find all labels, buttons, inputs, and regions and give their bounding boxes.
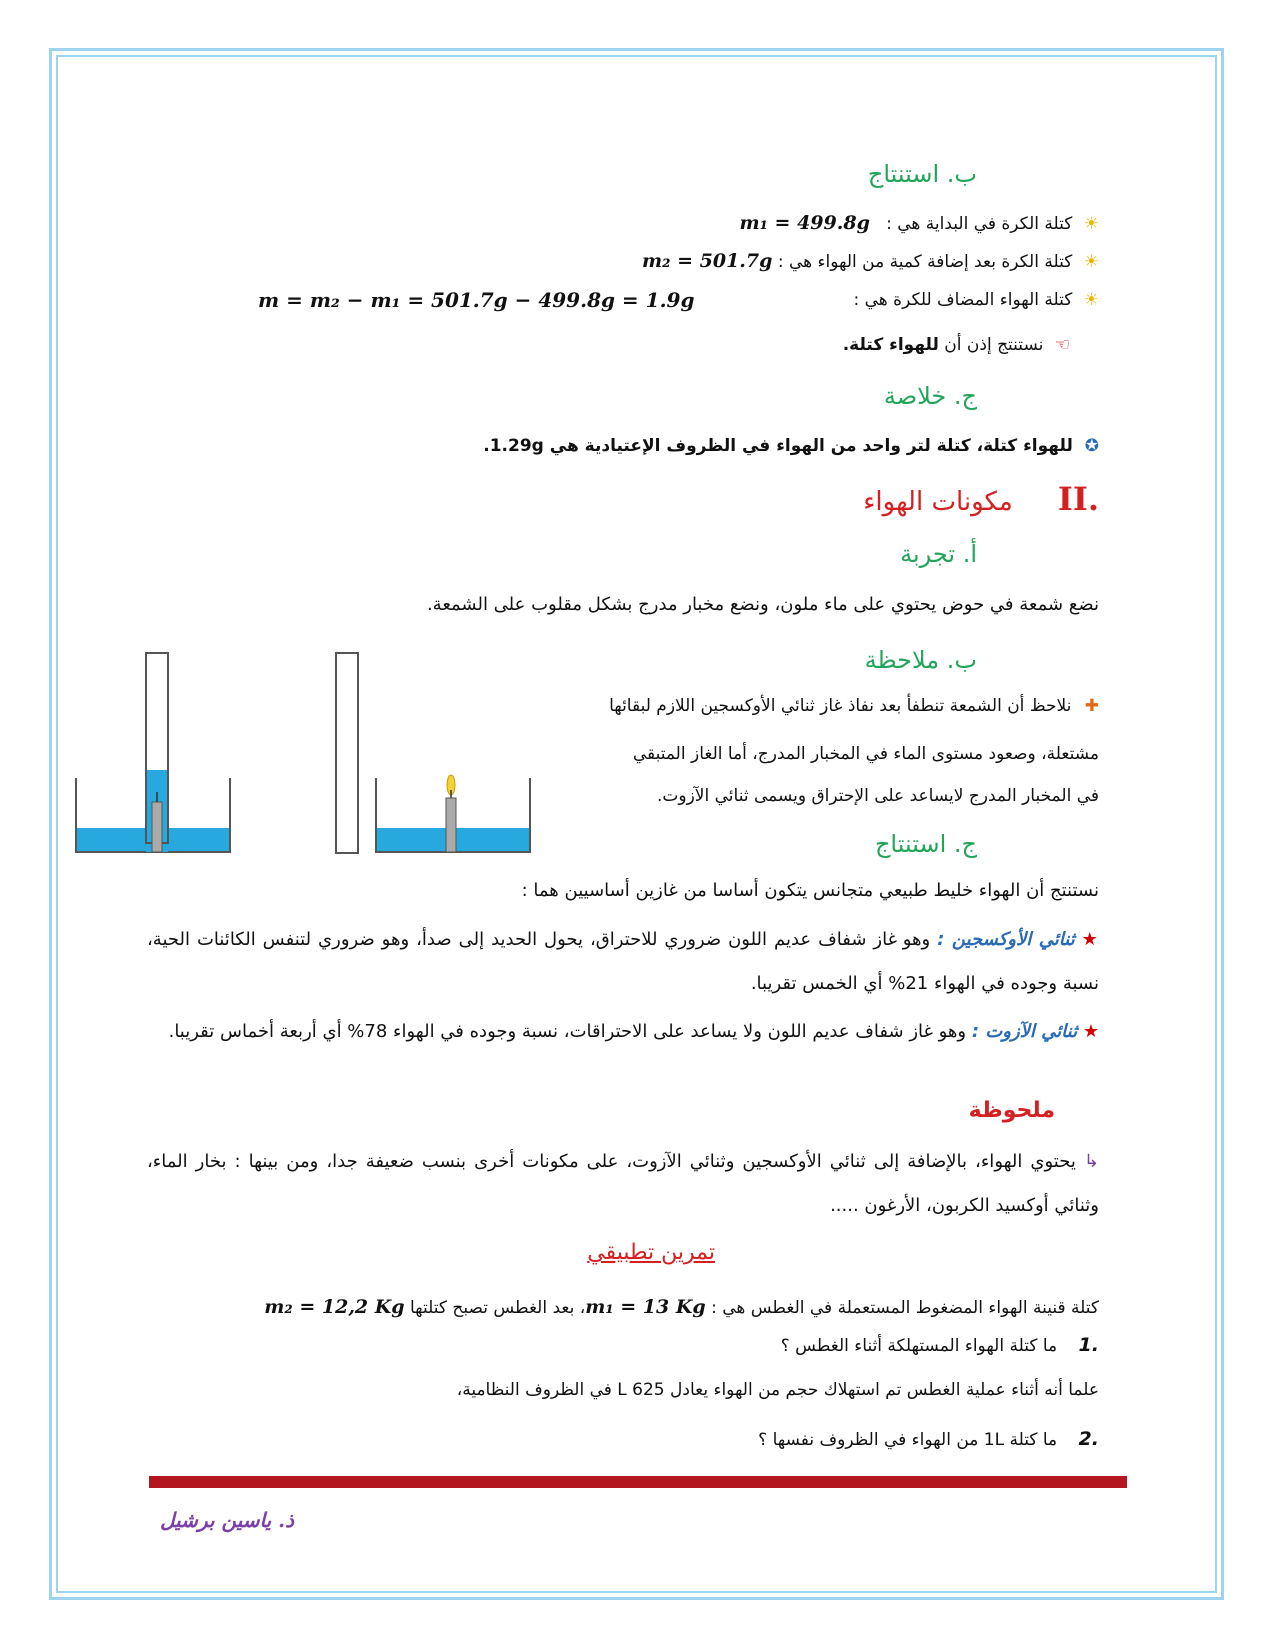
question-2-number: 2. <box>1078 1428 1099 1450</box>
part-number: II. <box>1057 480 1099 518</box>
star-icon: ★ <box>1082 1021 1099 1042</box>
experiment-figure <box>60 640 560 860</box>
mass-start-line <box>740 212 1099 234</box>
plus-icon: ✚ <box>1084 696 1099 716</box>
deduction-prefix: نستنتج إذن أن <box>944 335 1044 355</box>
observation-text-3: في المخبار المدرج لايساعد على الإحتراق ويسمى ثنائي الآزوت. <box>656 786 1099 806</box>
part-title: مكونات الهواء <box>863 487 1013 517</box>
note-paragraph <box>147 1140 1099 1228</box>
conclusion-c-text: نستنتج أن الهواء خليط طبيعي متجانس يتكون أساسا من غازين أساسيين هما : <box>521 880 1099 901</box>
footer-separator <box>149 1476 1127 1488</box>
setup-after <box>76 653 230 852</box>
section-title-conclusion-b: ب. استنتاج <box>867 160 977 188</box>
sun-icon: ☀ <box>1083 252 1099 272</box>
mass-start-label: كتلة الكرة في البداية هي : <box>886 214 1073 234</box>
oxygen-label: ثنائي الأوكسجين : <box>937 929 1075 950</box>
setup-before <box>336 653 530 853</box>
experiment-text: نضع شمعة في حوض يحتوي على ماء ملون، ونضع مخبار مدرج بشكل مقلوب على الشمعة. <box>426 594 1099 615</box>
deduction-bold: للهواء كتلة. <box>842 335 939 355</box>
note-title: ملحوظة <box>968 1098 1055 1123</box>
section-title-experiment: أ. تجربة <box>900 540 977 568</box>
question-1-text: ما كتلة الهواء المستهلكة أثناء الغطس ؟ <box>780 1336 1058 1356</box>
mass-air-label: كتلة الهواء المضاف للكرة هي : <box>853 290 1073 310</box>
badge-icon: ✪ <box>1084 436 1099 456</box>
observation-text-2: مشتعلة، وصعود مستوى الماء في المخبار المدرج، أما الغاز المتبقي <box>632 744 1099 764</box>
mass-after-value: m₂ = 501.7g <box>642 250 773 272</box>
nitrogen-text: وهو غاز شفاف عديم اللون ولا يساعد على الاحتراقات، نسبة وجوده في الهواء 78% أي أربعة أخماس تقريبا. <box>168 1021 967 1042</box>
graduated-cylinder-right <box>336 653 358 853</box>
exercise-mid: ، بعد الغطس تصبح كتلتها <box>409 1298 586 1318</box>
candle-left <box>152 802 162 852</box>
pointing-hand-icon: ☜ <box>1054 335 1070 355</box>
nitrogen-paragraph <box>147 1010 1099 1054</box>
section-title-conclusion-c: ج. استنتاج <box>874 830 977 858</box>
summary-line <box>483 436 1099 456</box>
sun-icon: ☀ <box>1083 290 1099 310</box>
oxygen-text: وهو غاز شفاف عديم اللون ضروري للاحتراق، يحول الحديد إلى صدأ، وهو ضروري لتنفس الكائنات الحية، نسبة وجوده في الهواء 21% أي الخمس تقريبا. <box>147 929 1099 994</box>
summary-text: للهواء كتلة، كتلة لتر واحد من الهواء في الظروف الإعتيادية هي 1.29g. <box>483 436 1073 456</box>
given-text: علما أنه أثناء عملية الغطس تم استهلاك حجم من الهواء يعادل 625 L في الظروف النظامية، <box>456 1380 1099 1400</box>
nitrogen-label: ثنائي الآزوت : <box>971 1021 1078 1042</box>
question-1-number: 1. <box>1078 1334 1099 1356</box>
star-icon: ★ <box>1081 929 1100 950</box>
exercise-m2: m₂ = 12,2 Kg <box>264 1296 405 1318</box>
deduction-line <box>843 335 1070 355</box>
sun-icon: ☀ <box>1083 214 1099 234</box>
exercise-title: تمرين تطبيقي <box>587 1240 715 1265</box>
observation-text-1: نلاحظ أن الشمعة تنطفأ بعد نفاذ غاز ثنائي الأوكسجين اللازم لبقائها <box>609 696 1072 716</box>
candle-right <box>446 798 456 852</box>
exercise-m1: m₁ = 13 Kg <box>585 1296 706 1318</box>
mass-air-value: m = m₂ − m₁ = 501.7g − 499.8g = 1.9g <box>258 288 695 312</box>
arrow-icon: ↳ <box>1083 1151 1099 1172</box>
oxygen-paragraph <box>147 918 1099 1006</box>
mass-after-label: كتلة الكرة بعد إضافة كمية من الهواء هي : <box>777 252 1073 272</box>
mass-start-value: m₁ = 499.8g <box>739 212 870 234</box>
exercise-intro-line <box>264 1296 1099 1318</box>
section-title-observation: ب. ملاحظة <box>864 646 977 674</box>
question-2 <box>758 1428 1099 1450</box>
observation-line-1 <box>609 696 1099 716</box>
section-title-summary: ج. خلاصة <box>883 382 977 410</box>
mass-after-line <box>642 250 1099 272</box>
mass-air-line <box>854 290 1100 310</box>
question-1 <box>781 1334 1099 1356</box>
note-text: يحتوي الهواء، بالإضافة إلى ثنائي الأوكسجين وثنائي الآزوت، على مكونات أخرى بنسب ضعيفة جدا، ومن بينها : بخار الماء، وثنائي أوكسيد الكربون، الأرغون ..... <box>147 1151 1099 1216</box>
author-signature: ذ. ياسين برشيل <box>160 1508 295 1532</box>
question-2-text: ما كتلة 1L من الهواء في الظروف نفسها ؟ <box>758 1430 1058 1450</box>
part-heading <box>863 480 1099 518</box>
exercise-intro: كتلة قنينة الهواء المضغوط المستعملة في الغطس هي : <box>711 1298 1099 1318</box>
